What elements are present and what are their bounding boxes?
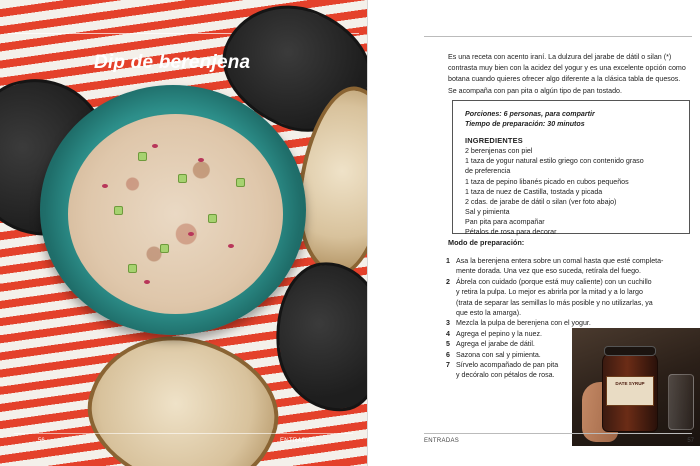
- step-text: y retira la pulpa. Lo mejor es abrirla por la mitad y a lo largo: [456, 288, 643, 297]
- step-number: [446, 370, 456, 380]
- rose-petal: [152, 144, 158, 148]
- rose-petal: [102, 184, 108, 188]
- jar-lid: [604, 346, 656, 356]
- servings: Porciones: 6 personas, para compartir: [465, 110, 595, 118]
- ingredient-item: 1 taza de yogur natural estilo griego con contenido graso: [465, 157, 644, 166]
- step-text: que esto la amarga).: [456, 309, 522, 318]
- step-number: 2: [446, 277, 450, 286]
- step-number: [446, 298, 456, 308]
- step-number: 6: [446, 350, 450, 359]
- cucumber-cube: [160, 244, 169, 253]
- ingredient-item: 2 cdas. de jarabe de dátil o silan (ver foto abajo): [465, 197, 617, 206]
- rose-petal: [228, 244, 234, 248]
- step-text: mente dorada. Una vez que eso suceda, retírala del fuego.: [456, 267, 641, 276]
- step-text: Agrega el pepino y la nuez.: [456, 329, 542, 338]
- date-syrup-photo: [572, 328, 700, 446]
- step-number: [446, 308, 456, 318]
- ingredient-item: Pétalos de rosa para decorar: [465, 228, 557, 237]
- cucumber-cube: [128, 264, 137, 273]
- dish-title: Dip de berenjena: [94, 52, 251, 73]
- section-label: ENTRADAS: [424, 438, 460, 444]
- recipe-info-box: [452, 100, 690, 237]
- right-page: [368, 0, 700, 466]
- cucumber-cube: [114, 206, 123, 215]
- section-label: ENTRADAS: [280, 438, 316, 444]
- ingredient-item: de preferencia: [465, 167, 511, 176]
- glass: [668, 374, 694, 430]
- step-line: [446, 277, 666, 287]
- step-line: [446, 266, 666, 276]
- rose-petal: [198, 158, 204, 162]
- step-number: [446, 287, 456, 297]
- cucumber-cube: [208, 214, 217, 223]
- top-rule: [424, 36, 692, 37]
- step-number: 4: [446, 329, 450, 338]
- step-text: Ábrela con cuidado (porque está muy caliente) con un cuchillo: [456, 277, 652, 286]
- step-line: [446, 287, 666, 297]
- step-number: 5: [446, 340, 450, 349]
- footer-rule: [424, 433, 692, 434]
- ingredient-item: 1 taza de nuez de Castilla, tostada y picada: [465, 187, 603, 196]
- step-text: (trata de separar las semillas lo más posible y no utilizarlas, ya: [456, 298, 653, 307]
- prep-time: Tiempo de preparación: 30 minutos: [465, 120, 585, 129]
- step-number: [446, 266, 456, 276]
- step-line: [446, 298, 666, 308]
- step-number: 3: [446, 319, 450, 328]
- step-text: y decóralo con pétalos de rosa.: [456, 371, 555, 380]
- cucumber-cube: [138, 152, 147, 161]
- rose-petal: [188, 232, 194, 236]
- intro-paragraph: Es una receta con acento iraní. La dulzura del jarabe de dátil o silan (*) contrasta muy bien con la acidez del yogur y es una excelente opción como botana cuando quieres ofrecer algo diferente a la clásica tabla de quesos. Se acompaña con pan pita o algún tipo de pan tostado.: [448, 53, 686, 95]
- step-line: [446, 256, 666, 266]
- light-bread-slice: [73, 317, 294, 466]
- step-text: Asa la berenjena entera sobre un comal hasta que esté completa-: [456, 257, 664, 265]
- page-number: 56: [38, 438, 45, 444]
- rose-petal: [144, 280, 150, 284]
- page-number: 57: [687, 438, 694, 444]
- ingredient-item: Sal y pimienta: [465, 207, 510, 216]
- step-number: 7: [446, 361, 450, 370]
- eggplant-dip: [68, 114, 283, 314]
- jar-label: DATE SYRUP: [606, 376, 654, 406]
- footer-rule: [14, 433, 353, 434]
- ingredient-item: 1 taza de pepino libanés picado en cubos pequeños: [465, 177, 629, 186]
- step-text: Mezcla la pulpa de berenjena con el yogur.: [456, 319, 591, 328]
- cucumber-cube: [236, 178, 245, 187]
- preparation-heading: Modo de preparación:: [448, 238, 525, 247]
- step-text: Sírvelo acompañado de pan pita: [456, 361, 559, 370]
- dark-bread-slice: [268, 257, 367, 418]
- step-text: Sazona con sal y pimienta.: [456, 350, 541, 359]
- ingredient-item: Pan pita para acompañar: [465, 217, 545, 226]
- step-text: Agrega el jarabe de dátil.: [456, 340, 535, 349]
- step-line: [446, 308, 666, 318]
- step-number: 1: [446, 257, 450, 265]
- ingredient-item: 2 berenjenas con piel: [465, 147, 533, 156]
- ingredients-heading: INGREDIENTES: [465, 136, 523, 146]
- cucumber-cube: [178, 174, 187, 183]
